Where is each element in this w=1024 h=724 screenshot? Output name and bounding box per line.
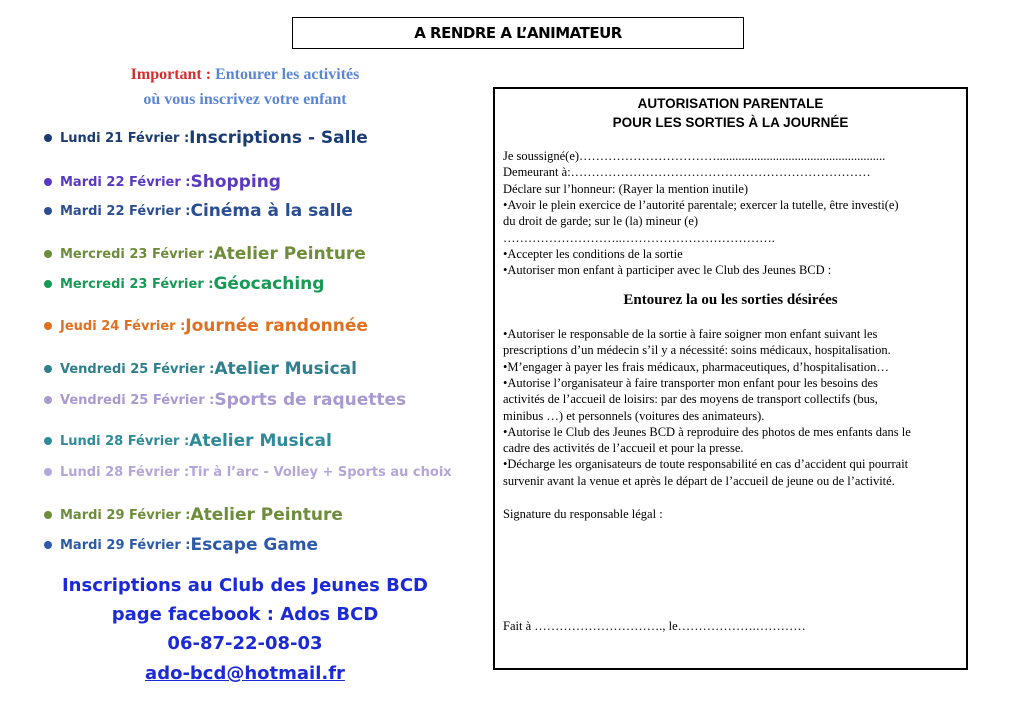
activity-name: Atelier Musical <box>189 431 332 451</box>
header-title: A RENDRE A L’ANIMATEUR <box>414 24 622 42</box>
form-text-line: Demeurant à:……………………………………………………………… <box>503 165 871 180</box>
activity-date: Vendredi 25 Février : <box>60 361 215 377</box>
activity-name: Shopping <box>190 172 281 192</box>
activity-date: Vendredi 25 Février : <box>60 392 215 408</box>
form-text-line: •Autorise l’organisateur à faire transporter mon enfant pour les besoins des <box>503 375 878 390</box>
activity-date: Mardi 22 Février : <box>60 203 191 219</box>
form-text-line: •Avoir le plein exercice de l’autorité parentale; exercer la tutelle, être investi(e) <box>503 197 899 212</box>
activity-date: Mardi 22 Février : <box>60 174 191 190</box>
bullet-icon <box>44 468 52 476</box>
activities-column <box>0 0 490 724</box>
activity-item[interactable] <box>44 503 343 527</box>
activity-item[interactable] <box>44 460 452 484</box>
form-text-line: •Autoriser le responsable de la sortie à faire soigner mon enfant suivant les <box>503 327 878 341</box>
form-text-line: activités de l’accueil de loisirs: par des moyens de transport collectifs (bus, <box>503 392 878 407</box>
bullet-icon <box>44 322 52 330</box>
signature-label: Signature du responsable légal : <box>503 507 663 521</box>
important-label: Important <box>130 66 202 83</box>
activity-date: Mardi 29 Février : <box>60 537 191 553</box>
activity-name: Inscriptions - Salle <box>189 128 368 148</box>
activity-name: Géocaching <box>213 274 325 294</box>
auth-title-line1: AUTORISATION PARENTALE <box>637 96 824 111</box>
activity-item[interactable] <box>44 388 406 412</box>
form-text-line: •Autorise le Club des Jeunes BCD à reproduire des photos de mes enfants dans le <box>503 424 911 439</box>
place-date-line: Fait à …………………………., le……………….………… <box>503 619 806 633</box>
activity-item[interactable] <box>44 170 281 194</box>
activity-date: Lundi 28 Février : <box>60 464 190 480</box>
bullet-icon <box>44 511 52 519</box>
form-text-line: •Décharge les organisateurs de toute responsabilité en cas d’accident qui pourrait <box>503 457 909 472</box>
important-separator: : <box>201 66 216 83</box>
form-text-line: Je soussigné(e)……………………………...................................................... <box>503 149 886 163</box>
form-text-line: survenir avant la venue et après le départ de l’accueil de jeune ou de l’activité. <box>503 473 895 488</box>
bullet-icon <box>44 541 52 549</box>
activity-name: Atelier Peinture <box>190 505 343 525</box>
activity-item[interactable] <box>44 242 366 266</box>
activity-item[interactable] <box>44 199 353 223</box>
form-text-line: minibus …) et personnels (voitures des animateurs). <box>503 408 765 423</box>
activity-name: Escape Game <box>190 535 319 555</box>
form-text-line: •M’engager à payer les frais médicaux, pharmaceutiques, d’hospitalisation… <box>503 359 889 374</box>
activity-item[interactable] <box>44 126 368 150</box>
contact-email-link[interactable]: ado-bcd@hotmail.fr <box>145 663 345 684</box>
activity-name: Sports de raquettes <box>214 390 407 410</box>
form-text-line: prescriptions d’un médecin s’il y a nécessité: soins médicaux, hospitalisation. <box>503 343 891 358</box>
bullet-icon <box>44 365 52 373</box>
form-text-line: Déclare sur l’honneur: (Rayer la mention inutile) <box>503 181 749 196</box>
form-text-line: cadre des activités de l’accueil et pour la presse. <box>503 441 744 456</box>
activity-item[interactable] <box>44 314 368 338</box>
activity-date: Lundi 21 Février : <box>60 130 190 146</box>
parental-authorization-form <box>493 87 968 670</box>
activity-name: Cinéma à la salle <box>190 201 353 221</box>
important-text-line2: où vous inscrivez votre enfant <box>143 91 347 108</box>
form-text-line: •Autoriser mon enfant à participer avec le Club des Jeunes BCD : <box>503 263 832 278</box>
important-note <box>0 66 490 84</box>
auth-subtitle: Entourez la ou les sorties désirées <box>623 292 838 308</box>
activity-date: Mercredi 23 Février : <box>60 276 214 292</box>
bullet-icon <box>44 207 52 215</box>
activity-date: Jeudi 24 Février : <box>60 318 186 334</box>
activity-date: Mardi 29 Février : <box>60 507 191 523</box>
form-text-line: du droit de garde; sur le (la) mineur (e) <box>503 214 699 229</box>
activity-item[interactable] <box>44 533 318 557</box>
bullet-icon <box>44 134 52 142</box>
activity-name: Tir à l’arc - Volley + Sports au choix <box>189 464 452 480</box>
activity-item[interactable] <box>44 272 324 296</box>
bullet-icon <box>44 396 52 404</box>
activity-date: Mercredi 23 Février : <box>60 246 214 262</box>
bullet-icon <box>44 280 52 288</box>
important-text-line1: Entourer les activités <box>215 66 360 83</box>
contact-phone: 06-87-22-08-03 <box>167 633 323 654</box>
contact-registration: Inscriptions au Club des Jeunes BCD <box>61 575 428 596</box>
contact-facebook: page facebook : Ados BCD <box>111 604 379 625</box>
activity-item[interactable] <box>44 357 357 381</box>
activity-name: Atelier Musical <box>214 359 357 379</box>
bullet-icon <box>44 250 52 258</box>
activity-name: Journée randonnée <box>185 316 368 336</box>
activity-date: Lundi 28 Février : <box>60 433 190 449</box>
activity-name: Atelier Peinture <box>213 244 366 264</box>
form-text-line: •Accepter les conditions de la sortie <box>503 246 683 261</box>
bullet-icon <box>44 178 52 186</box>
form-text-line: ………………………..………………………………. <box>503 230 775 245</box>
auth-title-line2: POUR LES SORTIES À LA JOURNÉE <box>612 115 849 130</box>
activity-item[interactable] <box>44 429 332 453</box>
bullet-icon <box>44 437 52 445</box>
